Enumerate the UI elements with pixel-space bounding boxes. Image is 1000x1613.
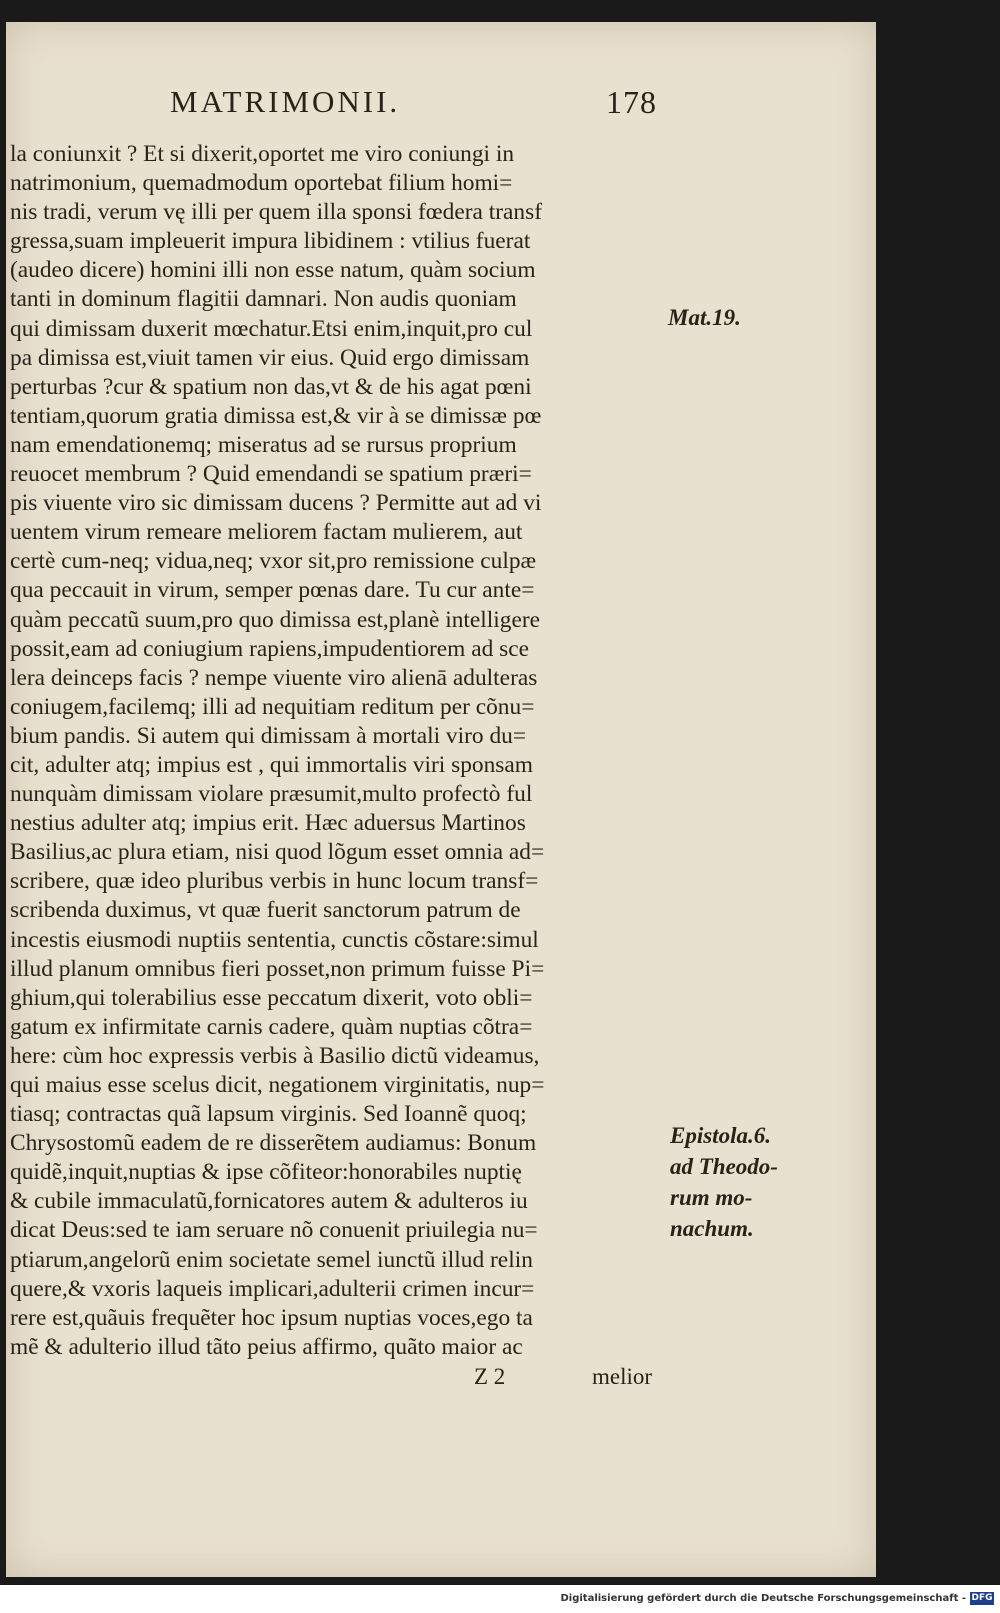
text-line: Basilius,ac plura etiam, nisi quod lõgum esset omnia ad= bbox=[10, 839, 545, 866]
text-line: scribenda duximus, vt quæ fuerit sanctorum patrum de bbox=[10, 897, 521, 924]
text-line: qui dimissam duxerit mœchatur.Etsi enim,inquit,pro cul bbox=[10, 315, 533, 342]
funding-credit: Digitalisierung gefördert durch die Deutsche Forschungsgemeinschaft - bbox=[560, 1593, 966, 1604]
text-line: nunquàm dimissam violare præsumit,multo profectò ful bbox=[10, 781, 533, 808]
signature-mark: Z 2 bbox=[474, 1364, 506, 1389]
text-line: ghium,qui tolerabilius esse peccatum dixerit, voto obli= bbox=[10, 984, 533, 1011]
text-line: tanti in dominum flagitii damnari. Non audis quoniam bbox=[10, 286, 517, 313]
text-line: pis viuente viro sic dimissam ducens ? Permitte aut ad vi bbox=[10, 490, 542, 517]
text-line: here: cùm hoc expressis verbis à Basilio dictũ videamus, bbox=[10, 1042, 540, 1069]
credit-bar bbox=[0, 1585, 1000, 1613]
text-line: perturbas ?cur & spatium non das,vt & de his agat pœni bbox=[10, 373, 532, 400]
text-line: nestius adulter atq; impius erit. Hæc aduersus Martinos bbox=[10, 810, 526, 837]
text-line: incestis eiusmodi nuptiis sententia, cunctis cõstare:simul bbox=[10, 926, 539, 953]
text-line: certè cum-neq; vidua,neq; vxor sit,pro remissione culpæ bbox=[10, 548, 537, 575]
text-line: ptiarum,angelorũ enim societate semel iunctũ illud relin bbox=[10, 1246, 533, 1273]
book-page bbox=[6, 22, 876, 1577]
text-line: quere,& vxoris laqueis implicari,adulterii crimen incur= bbox=[10, 1275, 535, 1302]
text-line: illud planum omnibus fieri posset,non primum fuisse Pi= bbox=[10, 955, 545, 982]
text-line: dicat Deus:sed te iam seruare nõ conuenit priuilegia nu= bbox=[10, 1217, 538, 1244]
text-line: cit, adulter atq; impius est , qui immortalis viri sponsam bbox=[10, 751, 533, 778]
text-line: scribere, quæ ideo pluribus verbis in hunc locum transf= bbox=[10, 868, 539, 895]
text-line: & cubile immaculatũ,fornicatores autem & adulteros iu bbox=[10, 1188, 528, 1215]
text-line: bium pandis. Si autem qui dimissam à mortali viro du= bbox=[10, 722, 527, 749]
text-line: nis tradi, verum vę illi per quem illa sponsi fœdera transf bbox=[10, 199, 542, 226]
text-line: quàm peccatũ suum,pro quo dimissa est,planè intelligere bbox=[10, 606, 541, 633]
body-text bbox=[10, 140, 670, 1362]
text-line: nam emendationemq; miseratus ad se rursus proprium bbox=[10, 431, 517, 458]
text-line: gatum ex infirmitate carnis cadere, quàm nuptias cõtra= bbox=[10, 1013, 533, 1040]
margin-note-epistola bbox=[670, 1120, 778, 1244]
margin-note-line: ad Theodo- bbox=[670, 1154, 778, 1179]
text-line: qua peccauit in virum, semper pœnas dare. Tu cur ante= bbox=[10, 577, 535, 604]
text-line: reuocet membrum ? Quid emendandi se spatium præri= bbox=[10, 461, 532, 488]
margin-note-matthew: Mat.19. bbox=[668, 305, 741, 330]
margin-note-line: Epistola.6. bbox=[670, 1123, 771, 1148]
text-line: mẽ & adulterio illud tãto peius affirmo, quãto maior ac bbox=[10, 1333, 523, 1360]
text-line: coniugem,facilemq; illi ad nequitiam reditum per cõnu= bbox=[10, 693, 535, 720]
text-line: natrimonium, quemadmodum oportebat filium homi= bbox=[10, 170, 513, 197]
margin-note-line: nachum. bbox=[670, 1216, 754, 1241]
text-line: Chrysostomũ eadem de re disserẽtem audiamus: Bonum bbox=[10, 1130, 537, 1157]
text-line: la coniunxit ? Et si dixerit,oportet me viro coniungi in bbox=[10, 141, 515, 167]
text-line: lera deinceps facis ? nempe viuente viro alienā adulteras bbox=[10, 664, 538, 691]
text-line: pa dimissa est,viuit tamen vir eius. Quid ergo dimissam bbox=[10, 344, 530, 371]
text-line: qui maius esse scelus dicit, negationem virginitatis, nup= bbox=[10, 1072, 545, 1098]
text-line: (audeo dicere) homini illi non esse natum, quàm socium bbox=[10, 257, 536, 284]
text-line: rere est,quãuis frequẽter hoc ipsum nuptias voces,ego ta bbox=[10, 1304, 533, 1331]
dfg-logo-icon: DFG bbox=[971, 1593, 993, 1603]
text-line: uentem virum remeare meliorem factam mulierem, aut bbox=[10, 519, 523, 546]
text-line: gressa,suam impleuerit impura libidinem : vtilius fuerat bbox=[10, 228, 531, 255]
text-line: quidẽ,inquit,nuptias & ipse cõfiteor:honorabiles nuptię bbox=[10, 1159, 522, 1186]
text-line: possit,eam ad coniugium rapiens,impudentiorem ad sce bbox=[10, 635, 530, 662]
text-line: tentiam,quorum gratia dimissa est,& vir à se dimissæ pœ bbox=[10, 402, 542, 429]
page-number: 178 bbox=[606, 84, 657, 120]
running-title: MATRIMONII. bbox=[170, 84, 401, 119]
catchword: melior bbox=[592, 1364, 653, 1389]
margin-note-line: rum mo- bbox=[670, 1185, 753, 1210]
text-line: tiasq; contractas quã lapsum virginis. Sed Ioannẽ quoq; bbox=[10, 1101, 527, 1128]
